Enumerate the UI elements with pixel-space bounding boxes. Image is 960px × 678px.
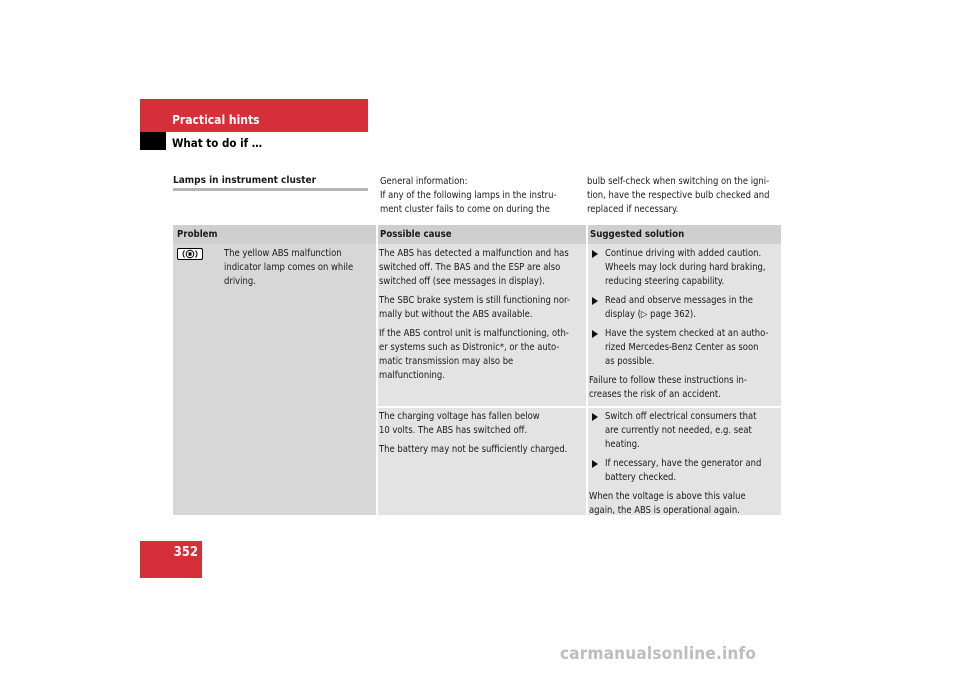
- bullet-arrow-icon: [592, 297, 598, 305]
- cause-paragraph: [379, 247, 585, 289]
- bullet-arrow-icon: [592, 330, 598, 338]
- column-divider: [376, 225, 378, 515]
- row-divider: [376, 406, 781, 408]
- cause-line: switched off. The BAS and the ESP are also: [379, 262, 561, 273]
- step-line: Read and observe messages in the: [605, 295, 753, 306]
- cause-line: malfunctioning.: [379, 370, 445, 381]
- intro-line: bulb self-check when switching on the igni-: [587, 176, 770, 187]
- abs-warning-lamp-icon: [177, 248, 203, 260]
- cause-paragraph: [379, 294, 585, 322]
- cause-line: mally but without the ABS available.: [379, 309, 533, 320]
- note-line: creases the risk of an accident.: [589, 389, 721, 400]
- step-line: If necessary, have the generator and: [605, 458, 762, 469]
- step-line: are currently not needed, e.g. seat: [605, 425, 752, 436]
- page-reference-link[interactable]: display (▷ page 362).: [605, 309, 696, 320]
- solutions-row-2: [589, 410, 779, 518]
- step-line: heating.: [605, 439, 640, 450]
- step-line: Continue driving with added caution.: [605, 248, 762, 259]
- intro-column-2: [587, 175, 787, 217]
- causes-row-1: [379, 247, 585, 388]
- page-number: 352: [173, 545, 198, 560]
- solution-note: [589, 490, 779, 518]
- cause-line: matic transmission may also be: [379, 356, 514, 367]
- problem-line: indicator lamp comes on while: [224, 262, 354, 273]
- bullet-arrow-icon: [592, 460, 598, 468]
- cause-line: The ABS has detected a malfunction and has: [379, 248, 569, 259]
- problem-description: [224, 247, 374, 289]
- solution-step: [589, 294, 779, 322]
- step-line: reducing steering capability.: [605, 276, 725, 287]
- solution-step: [589, 410, 779, 452]
- note-line: Failure to follow these instructions in-: [589, 375, 747, 386]
- header-problem: Problem: [173, 225, 376, 244]
- cause-paragraph: [379, 327, 585, 383]
- problem-line: The yellow ABS malfunction: [224, 248, 342, 259]
- note-line: When the voltage is above this value: [589, 491, 746, 502]
- solution-note: [589, 374, 779, 402]
- intro-line: ment cluster fails to come on during the: [380, 204, 550, 215]
- intro-line: If any of the following lamps in the instru-: [380, 190, 557, 201]
- step-line: as possible.: [605, 356, 655, 367]
- chapter-title: Practical hints: [172, 113, 260, 127]
- cause-line: switched off (see messages in display).: [379, 276, 545, 287]
- section-heading: Lamps in instrument cluster: [173, 175, 317, 186]
- step-line: battery checked.: [605, 472, 677, 483]
- note-line: again, the ABS is operational again.: [589, 505, 740, 516]
- lamps-table: [173, 225, 781, 515]
- intro-line: tion, have the respective bulb checked and: [587, 190, 770, 201]
- bullet-arrow-icon: [592, 250, 598, 258]
- watermark: carmanualsonline.info: [560, 644, 757, 664]
- header-marker: [140, 132, 166, 150]
- solution-step: [589, 247, 779, 289]
- header-possible-cause: Possible cause: [376, 225, 586, 244]
- step-line: Have the system checked at an autho-: [605, 328, 769, 339]
- section-subtitle: What to do if …: [172, 136, 263, 150]
- causes-row-2: [379, 410, 585, 462]
- cause-line: er systems such as Distronic*, or the auto-: [379, 342, 560, 353]
- solutions-row-1: [589, 247, 779, 402]
- header-suggested-solution: Suggested solution: [586, 225, 781, 244]
- cause-line: The battery may not be sufficiently charged.: [379, 444, 568, 455]
- cause-paragraph: [379, 443, 585, 457]
- column-divider: [586, 225, 588, 515]
- cause-line: The SBC brake system is still functioning nor-: [379, 295, 570, 306]
- step-line: rized Mercedes-Benz Center as soon: [605, 342, 759, 353]
- cause-line: 10 volts. The ABS has switched off.: [379, 425, 528, 436]
- step-line: Switch off electrical consumers that: [605, 411, 757, 422]
- cause-paragraph: [379, 410, 585, 438]
- problem-line: driving.: [224, 276, 256, 287]
- intro-line: replaced if necessary.: [587, 204, 679, 215]
- solution-step: [589, 457, 779, 485]
- solution-step: [589, 327, 779, 369]
- cause-line: If the ABS control unit is malfunctioning, oth-: [379, 328, 569, 339]
- bullet-arrow-icon: [592, 413, 598, 421]
- cause-line: The charging voltage has fallen below: [379, 411, 540, 422]
- step-line: Wheels may lock during hard braking,: [605, 262, 766, 273]
- intro-line: General information:: [380, 176, 468, 187]
- section-heading-rule: [173, 188, 368, 191]
- intro-column-1: [380, 175, 580, 217]
